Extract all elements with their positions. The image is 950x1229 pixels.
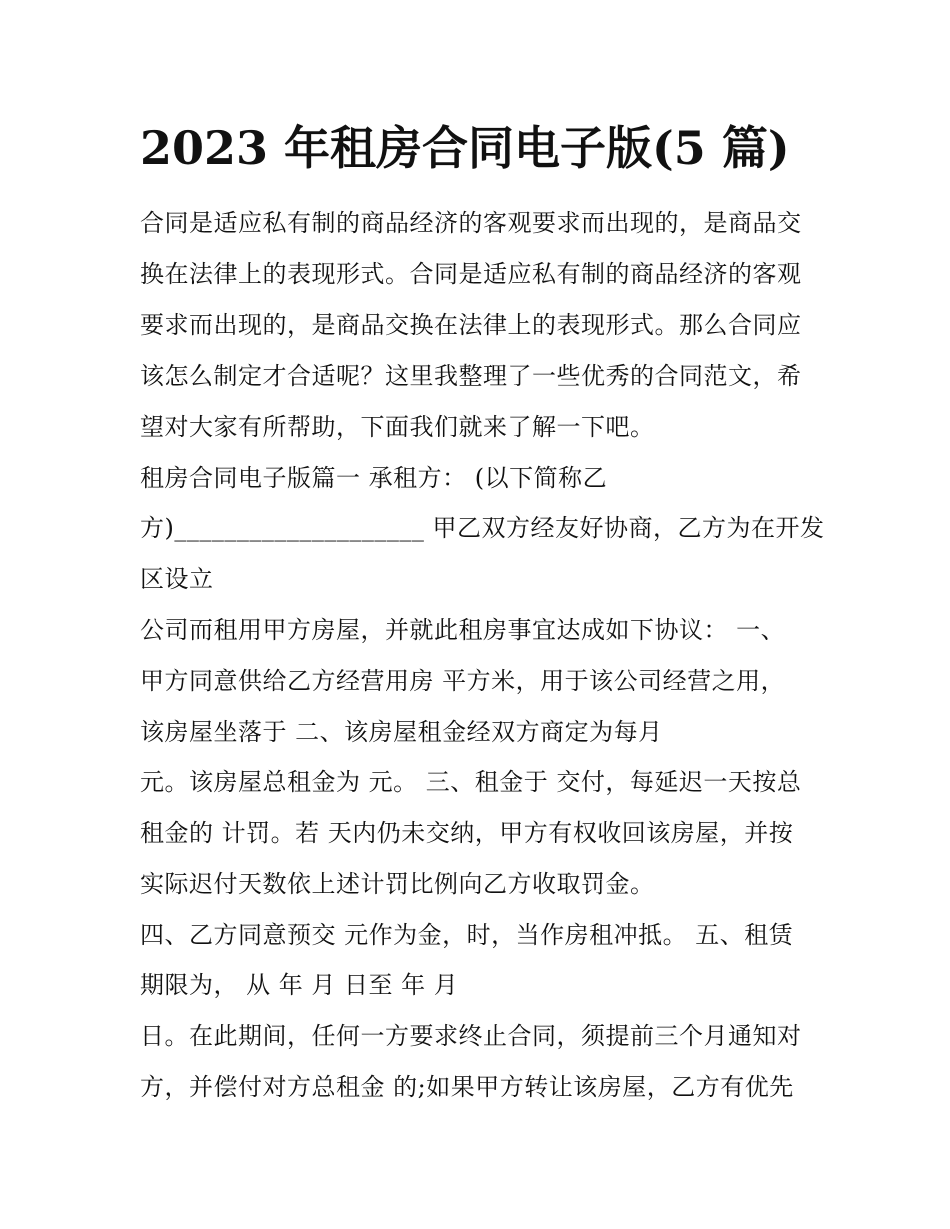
text-line: 要求而出现的，是商品交换在法律上的表现形式。那么合同应: [140, 311, 802, 339]
text-line: 四、乙方同意预交 元作为金，时，当作房租冲抵。 五、租赁: [140, 921, 794, 949]
text-line: 合同是适应私有制的商品经济的客观要求而出现的，是商品交: [140, 209, 802, 237]
text-line: 望对大家有所帮助，下面我们就来了解一下吧。: [140, 413, 655, 441]
text-line: 日。在此期间，任何一方要求终止合同，须提前三个月通知对: [140, 1022, 802, 1050]
text-line: 方)____________________ 甲乙双方经友好协商，乙方为在开发: [140, 514, 825, 542]
text-line: 区设立: [140, 565, 214, 593]
text-line: 换在法律上的表现形式。合同是适应私有制的商品经济的客观: [140, 260, 802, 288]
text-line: 方，并偿付对方总租金 的;如果甲方转让该房屋，乙方有优先: [140, 1073, 794, 1101]
text-line: 该房屋坐落于 二、该房屋租金经双方商定为每月: [140, 718, 663, 746]
text-line: 元。该房屋总租金为 元。 三、租金于 交付，每延迟一天按总: [140, 768, 802, 796]
text-line: 公司而租用甲方房屋，并就此租房事宜达成如下协议： 一、: [140, 616, 786, 644]
text-line: 甲方同意供给乙方经营用房 平方米，用于该公司经营之用，: [140, 667, 786, 695]
text-line: 该怎么制定才合适呢？这里我整理了一些优秀的合同范文，希: [140, 362, 802, 390]
document-title: 2023 年租房合同电子版(5 篇): [140, 121, 790, 175]
text-line: 租房合同电子版篇一 承租方： (以下简称乙: [140, 464, 608, 492]
text-line: 实际迟付天数依上述计罚比例向乙方收取罚金。: [140, 870, 655, 898]
text-line: 期限为， 从 年 月 日至 年 月: [140, 971, 459, 999]
text-line: 租金的 计罚。若 天内仍未交纳，甲方有权收回该房屋，并按: [140, 819, 794, 847]
